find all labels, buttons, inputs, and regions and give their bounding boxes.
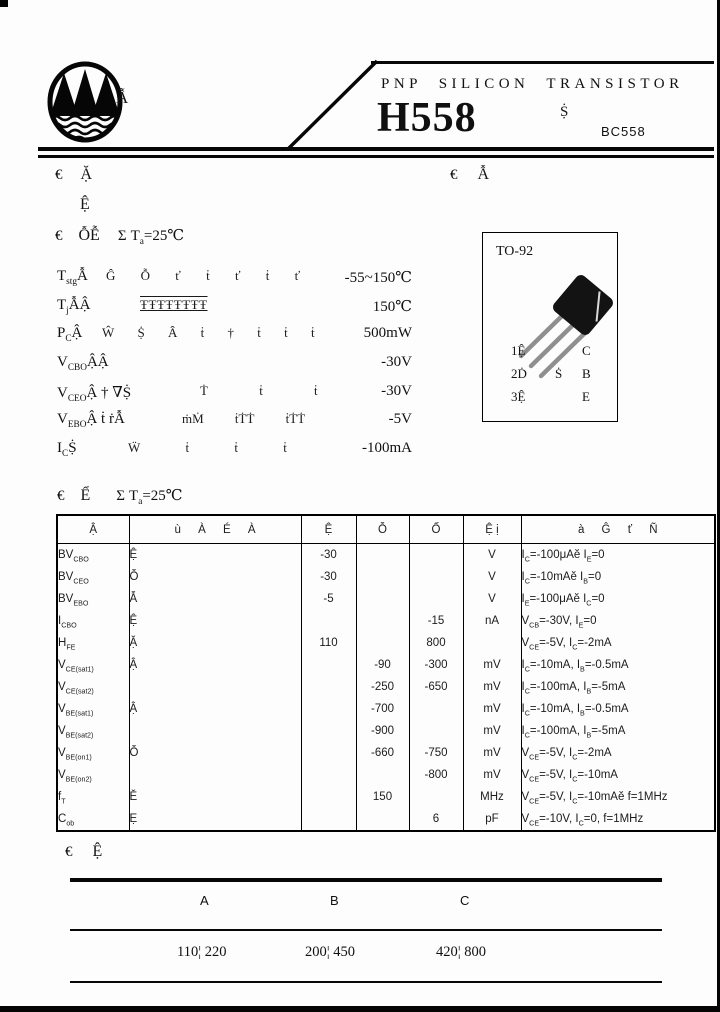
rating-symbol: $I_CṨ$ [57, 440, 77, 459]
max-ratings-heading [55, 226, 184, 245]
max-value [409, 720, 463, 742]
garbled-cjk-text: Ặ [80, 166, 93, 183]
rating-symbol: $V_{CEO}Ậ$ † ∇Ṩ [57, 385, 132, 404]
min-value [301, 808, 356, 831]
test-conditions: $I_E=-100\mu Aĕ$ $I_C=0$ [521, 588, 715, 610]
col-header-min: Ệ [301, 515, 356, 544]
typ-value [356, 544, 409, 567]
rating-value: -5V [388, 411, 412, 427]
scan-edge-corner [0, 0, 8, 7]
rating-symbol: $P_CẬ$ [57, 325, 83, 344]
garbled-cjk-text: Ặ [129, 632, 301, 654]
parameter-symbol: $BV_{EBO}$ [58, 593, 89, 608]
bullet-glyph: € [55, 228, 63, 244]
package-note [450, 166, 489, 184]
col-header-max: Ố [409, 515, 463, 544]
col-header-name: ù À É À [129, 515, 301, 544]
garbled-cjk-text: Ṡ [555, 366, 563, 381]
pin-function: B [582, 366, 591, 381]
garbled-cjk-text: Ẫ [129, 588, 301, 610]
min-value [301, 654, 356, 676]
garbled-cjk-text: Ṫ ṫ ṫ [200, 383, 318, 398]
table-row [57, 808, 715, 831]
to92-transistor-drawing [491, 259, 617, 384]
unit: mV [463, 764, 521, 786]
garbled-cjk-text: Ỗ [129, 566, 301, 588]
test-conditions: $I_C=-10mAĕ$ $I_B=0$ [521, 566, 715, 588]
col-header-parameter: Ậ [57, 515, 129, 544]
test-conditions: $V_{CB}=-30V$, $I_E=0$ [521, 610, 715, 632]
part-number: H558 [377, 95, 477, 141]
hfe-table-mid-rule [70, 929, 662, 931]
scan-edge-bottom [0, 1006, 720, 1012]
bullet-glyph: € [55, 167, 63, 183]
logo-garbled-character: Ẫ [116, 88, 129, 107]
unit [463, 632, 521, 654]
ambient-condition: $T_a=25℃$ [129, 488, 183, 507]
unit: mV [463, 698, 521, 720]
parameter-symbol: $BV_{CBO}$ [58, 549, 89, 564]
typ-value [356, 566, 409, 588]
rating-value: -100mA [362, 440, 412, 456]
test-conditions: $V_{CE}=-5V$, $I_C=-10mAĕ$ f=1MHz [521, 786, 715, 808]
test-conditions: $V_{CE}=-5V$, $I_C=-2mA$ [521, 632, 715, 654]
hfe-range-b: 200¦ 450 [305, 944, 356, 960]
bullet-glyph: € [65, 844, 73, 860]
parameter-symbol: $I_{CBO}$ [58, 615, 77, 630]
typ-value: 150 [356, 786, 409, 808]
pin-function: C [582, 343, 591, 358]
unit: pF [463, 808, 521, 831]
max-value: -750 [409, 742, 463, 764]
min-value [301, 764, 356, 786]
unit: mV [463, 676, 521, 698]
garbled-cjk-text: Ệ [129, 610, 301, 632]
table-row [57, 588, 715, 610]
rating-value: 500mW [363, 325, 412, 341]
unit: V [463, 544, 521, 567]
unit: mV [463, 742, 521, 764]
parameter-symbol: $V_{BE(on2)}$ [58, 769, 92, 784]
feature-sub-note [80, 196, 90, 214]
unit: mV [463, 654, 521, 676]
rating-symbol: $V_{EBO}Ậ$ ṫ ṙẪ [57, 411, 125, 430]
device-type-title: PNP SILICON TRANSISTOR [381, 76, 684, 92]
garbled-cjk-text: Ệ [129, 544, 301, 567]
col-header-typ: Ỗ [356, 515, 409, 544]
package-outline-box [482, 232, 618, 422]
parameter-symbol: $C_{ob}$ [58, 813, 75, 828]
max-value: -15 [409, 610, 463, 632]
test-conditions: $I_C=-100mA$, $I_B=-5mA$ [521, 720, 715, 742]
typ-value: -900 [356, 720, 409, 742]
unit: nA [463, 610, 521, 632]
min-value: -30 [301, 544, 356, 567]
table-row [57, 676, 715, 698]
garbled-cjk-text: Ẹ [129, 808, 301, 831]
pin-number: 2Ḋ [511, 366, 527, 381]
parameter-symbol: $H_{FE}$ [58, 637, 76, 652]
max-value: 800 [409, 632, 463, 654]
garbled-cjk-text: Ě [129, 786, 301, 808]
header-diagonal-line [288, 61, 377, 149]
rating-row [0, 440, 720, 462]
pin-function: E [582, 389, 590, 404]
parameter-symbol: $V_{CE(sat2)}$ [58, 681, 94, 696]
garbled-cjk-text [129, 720, 301, 742]
garbled-cjk-text: Ệ [80, 196, 90, 213]
typ-value: -90 [356, 654, 409, 676]
cross-reference-part: BC558 [601, 124, 646, 139]
unit: mV [463, 720, 521, 742]
table-row [57, 720, 715, 742]
typ-value [356, 610, 409, 632]
min-value: -30 [301, 566, 356, 588]
header-divider-thin [38, 155, 714, 158]
parameter-symbol: $V_{BE(sat2)}$ [58, 725, 94, 740]
typ-value: -660 [356, 742, 409, 764]
hfe-group-b-label: B [330, 893, 339, 908]
test-conditions: $I_C=-10mA$, $I_B=-0.5mA$ [521, 698, 715, 720]
pin-number: 1Ệ [511, 343, 526, 358]
test-conditions: $I_C=-100\mu Aĕ$ $I_E=0$ [521, 544, 715, 567]
table-header-row [57, 515, 715, 544]
table-row [57, 698, 715, 720]
rating-value: 150℃ [372, 299, 412, 315]
parameter-symbol: $V_{CE(sat1)}$ [58, 659, 94, 674]
max-value: -800 [409, 764, 463, 786]
max-value [409, 698, 463, 720]
parameter-symbol: $BV_{CEO}$ [58, 571, 89, 586]
typ-value [356, 764, 409, 786]
typ-value [356, 808, 409, 831]
garbled-cjk-text: Ỗ [129, 742, 301, 764]
min-value [301, 610, 356, 632]
rating-symbol: $V_{CBO}ẬẬ$ [57, 354, 109, 373]
garbled-cjk-text: Ĝ Ỗ ť ṫ ť ṫ ť [106, 268, 301, 283]
hfe-table-top-rule [70, 878, 662, 882]
min-value [301, 742, 356, 764]
garbled-cjk-text: Ẅ ṫ ṫ ṫ [128, 440, 287, 455]
hfe-classification-heading [65, 843, 102, 861]
min-value [301, 698, 356, 720]
garbled-cjk-text: ṁṀ ṫṪṪ ṫṪṪ [182, 411, 306, 426]
garbled-cjk-text: ỖỄ [78, 227, 100, 244]
unit: MHz [463, 786, 521, 808]
max-value [409, 588, 463, 610]
col-header-unit: Ệ ị [463, 515, 521, 544]
rating-value: -55~150℃ [344, 270, 412, 286]
rating-value: -30V [381, 354, 412, 370]
package-name: TO-92 [496, 244, 534, 259]
col-header-conditions: à Ĝ ť Ñ [521, 515, 715, 544]
garbled-cjk-text [129, 764, 301, 786]
max-value [409, 544, 463, 567]
hfe-table-bottom-rule [70, 981, 662, 983]
test-conditions: $V_{CE}=-10V$, $I_C=0$, f=1MHz [521, 808, 715, 831]
garbled-cjk-text: Ŵ Ṩ Â ṫ † ṫ ṫ ṫ [102, 325, 315, 340]
test-conditions: $V_{CE}=-5V$, $I_C=-10mA$ [521, 764, 715, 786]
unit: V [463, 566, 521, 588]
garbled-cjk-text: Ẫ [477, 166, 490, 183]
max-value [409, 566, 463, 588]
table-row [57, 566, 715, 588]
typ-value [356, 632, 409, 654]
parameter-symbol: $f_T$ [58, 791, 66, 806]
table-row [57, 742, 715, 764]
min-value [301, 720, 356, 742]
test-conditions: $I_C=-100mA$, $I_B=-5mA$ [521, 676, 715, 698]
table-row [57, 654, 715, 676]
typ-value [356, 588, 409, 610]
max-value: -650 [409, 676, 463, 698]
garbled-cjk-text: Ậ [129, 698, 301, 720]
bullet-glyph: € [57, 488, 65, 504]
garbled-cjk-text: Ệ [92, 843, 103, 860]
electrical-characteristics-table [56, 514, 716, 832]
part-garbled-mark: Ṩ [560, 104, 569, 120]
unit: V [463, 588, 521, 610]
hfe-range-a: 110¦ 220 [177, 944, 227, 960]
min-value [301, 786, 356, 808]
characteristics-heading [57, 486, 183, 505]
parameter-symbol: $V_{BE(on1)}$ [58, 747, 92, 762]
table-row [57, 610, 715, 632]
hfe-group-a-label: A [200, 893, 209, 908]
pin-number: 3Ệ [511, 389, 526, 404]
bullet-glyph: € [450, 167, 458, 183]
feature-note [55, 166, 92, 184]
rating-value: -30V [381, 383, 412, 399]
garbled-paren-glyph: Σ [116, 488, 126, 504]
max-value: -300 [409, 654, 463, 676]
min-value [301, 676, 356, 698]
min-value: 110 [301, 632, 356, 654]
garbled-cjk-text: ŦŦŦŦŦŦŦŦ [140, 297, 208, 312]
rating-symbol: $T_jẪẬ$ [57, 297, 91, 316]
garbled-cjk-text: Ậ [129, 654, 301, 676]
test-conditions: $I_C=-10mA$, $I_B=-0.5mA$ [521, 654, 715, 676]
table-row [57, 544, 715, 567]
typ-value: -250 [356, 676, 409, 698]
hfe-range-c: 420¦ 800 [436, 944, 487, 960]
garbled-paren-glyph: Σ [117, 228, 127, 244]
test-conditions: $V_{CE}=-5V$, $I_C=-2mA$ [521, 742, 715, 764]
typ-value: -700 [356, 698, 409, 720]
garbled-cjk-text [129, 676, 301, 698]
garbled-cjk-text: Ể [80, 487, 91, 504]
table-row [57, 786, 715, 808]
max-value: 6 [409, 808, 463, 831]
ambient-condition: $T_a=25℃$ [130, 228, 185, 247]
company-logo [46, 60, 124, 144]
hfe-group-c-label: C [460, 893, 470, 908]
rating-symbol: $T_{stg}Ẫ$ [57, 268, 88, 287]
header-divider-thick [38, 147, 714, 151]
min-value: -5 [301, 588, 356, 610]
parameter-symbol: $V_{BE(sat1)}$ [58, 703, 94, 718]
max-value [409, 786, 463, 808]
table-row [57, 764, 715, 786]
table-row [57, 632, 715, 654]
